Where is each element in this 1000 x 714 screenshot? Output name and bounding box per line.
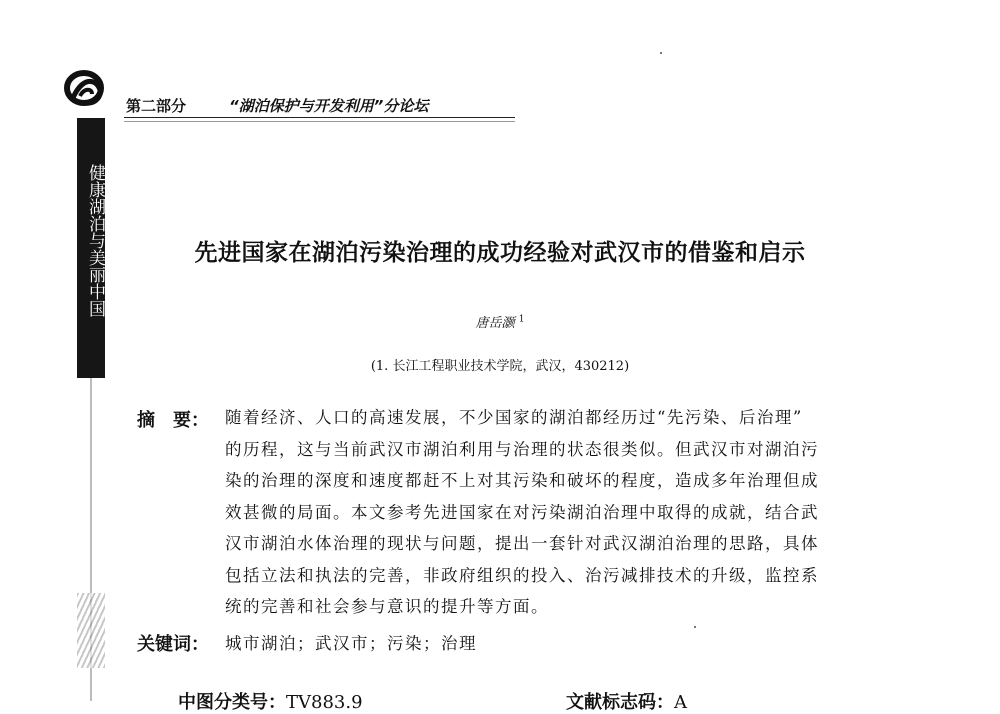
keywords-list: 城市湖泊；武汉市；污染；治理 bbox=[225, 634, 477, 653]
doc-code-value: A bbox=[674, 692, 687, 713]
abstract-line: 统的完善和社会参与意识的提升等方面。 bbox=[225, 597, 549, 616]
header-rule bbox=[124, 117, 515, 118]
author-affiliation: (1. 长江工程职业技术学院，武汉，430212) bbox=[370, 359, 630, 374]
scan-noise bbox=[77, 593, 105, 668]
abstract-line: 效甚微的局面。本文参考先进国家在对污染湖泊治理中取得的成就，结合武 bbox=[225, 502, 819, 522]
side-banner-text: 健康湖泊与美丽中国 bbox=[85, 164, 105, 317]
classification-number bbox=[178, 688, 363, 714]
author-name: 唐岳灏 bbox=[475, 316, 515, 331]
scan-speck bbox=[694, 626, 696, 628]
clc-value: TV883.9 bbox=[286, 692, 363, 713]
header-rule-thin bbox=[124, 121, 515, 122]
section-part-label: 第二部分 bbox=[126, 97, 187, 115]
abstract-line: 染的治理的深度和速度都赶不上对其污染和破坏的程度，造成多年治理但成 bbox=[225, 471, 819, 490]
swirl-logo-icon bbox=[62, 66, 110, 114]
abstract-label: 摘 要： bbox=[137, 410, 209, 431]
side-edge-strip bbox=[77, 378, 105, 701]
author-affiliation-mark: 1 bbox=[518, 314, 525, 325]
abstract-body bbox=[225, 402, 915, 623]
keywords-label: 关键词： bbox=[137, 634, 209, 655]
abstract-line: 的历程，这与当前武汉市湖泊利用与治理的状态很类似。但武汉市对湖泊污 bbox=[225, 439, 819, 459]
article-title: 先进国家在湖泊污染治理的成功经验对武汉市的借鉴和启示 bbox=[194, 240, 806, 266]
doc-code-label: 文献标志码： bbox=[566, 692, 674, 713]
scan-speck bbox=[660, 52, 662, 54]
author-line bbox=[0, 312, 1000, 331]
abstract-line: 随着经济、人口的高速发展，不少国家的湖泊都经历过“先污染、后治理” bbox=[225, 408, 803, 427]
abstract-line: 包括立法和执法的完善，非政府组织的投入、治污减排技术的升级，监控系 bbox=[225, 565, 819, 585]
forum-title: “湖泊保护与开发利用”分论坛 bbox=[229, 97, 429, 115]
document-code bbox=[566, 688, 687, 714]
clc-label: 中图分类号： bbox=[178, 692, 286, 713]
abstract-line: 汉市湖泊水体治理的现状与问题，提出一套针对武汉湖泊治理的思路，具体 bbox=[225, 534, 819, 553]
